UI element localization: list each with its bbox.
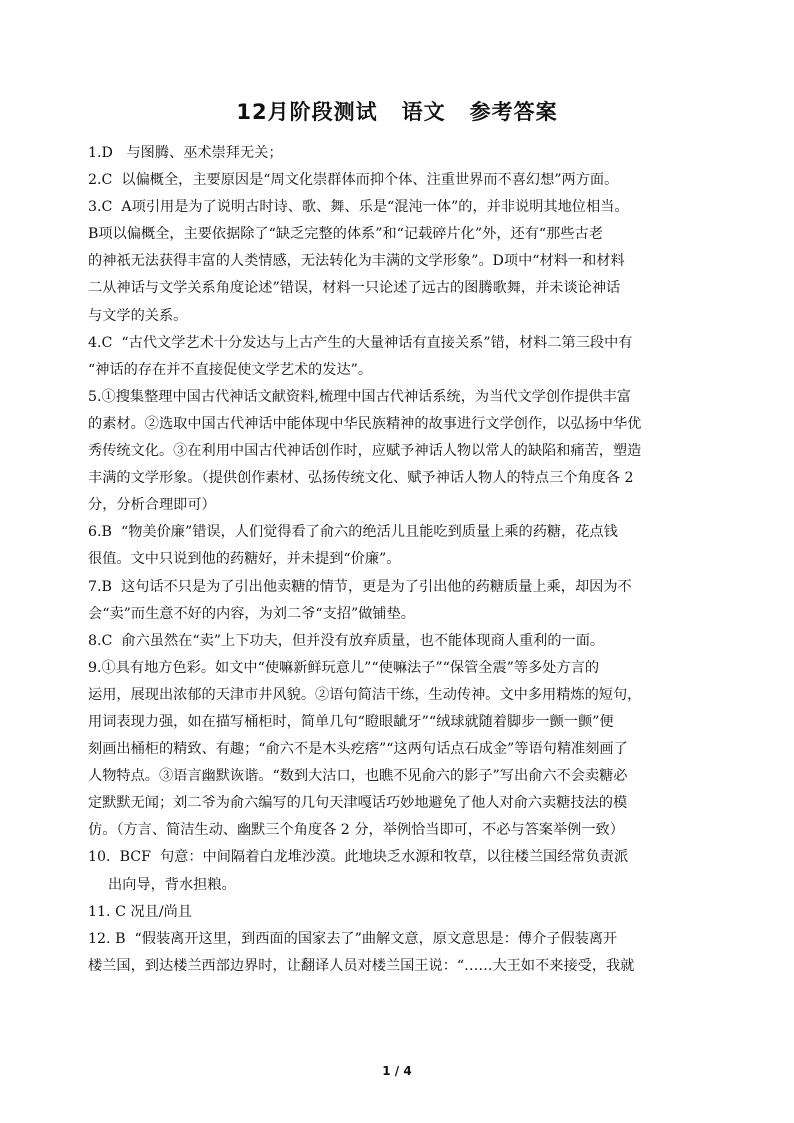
text-line: 12. B “假装离开这里，到西面的国家去了”曲解文意，原文意思是：傅介子假装离开 bbox=[88, 930, 618, 947]
text-line: 很值。文中只说到他的药糖好，并未提到“价廉”。 bbox=[88, 551, 401, 568]
text-line: 用词表现力强，如在描写桶柜时，简单几句“瞪眼龇牙”“绒球就随着脚步一颤一颤”便 bbox=[88, 713, 614, 730]
text-line: 3.C A项引用是为了说明古时诗、歌、舞、乐是“混沌一体”的，并非说明其地位相当。 bbox=[88, 199, 629, 216]
answer-content bbox=[88, 140, 710, 980]
text-line: 8.C 俞六虽然在“卖”上下功夫，但并没有放弃质量，也不能体现商人重利的一面。 bbox=[88, 632, 605, 649]
text-line: 9.①具有地方色彩。如文中“使嘛新鲜玩意儿”“使嘛法子”“保管全震”等多处方言的 bbox=[88, 659, 600, 676]
text-line: 5.①搜集整理中国古代神话文献资料,梳理中国古代神话系统，为当代文学创作提供丰富 bbox=[88, 388, 631, 405]
text-line: 1.D 与图腾、巫术崇拜无关； bbox=[88, 145, 283, 161]
title-part-2: 语文 bbox=[401, 100, 446, 124]
text-line: 人物特点。③语言幽默诙谐。“数到大沽口，也瞧不见俞六的影子”写出俞六不会卖糖必 bbox=[88, 768, 628, 785]
title-part-3: 参考答案 bbox=[469, 100, 558, 124]
text-line: 2.C 以偏概全，主要原因是“周文化崇群体而抑个体、注重世界而不喜幻想”两方面。 bbox=[88, 172, 619, 189]
text-line: 丰满的文学形象。（提供创作素材、弘扬传统文化、赋予神话人物人的特点三个角度各 2 bbox=[88, 470, 634, 487]
text-line: 6.B “物美价廉”错误，人们觉得看了俞六的绝活儿且能吃到质量上乘的药糖，花点钱 bbox=[88, 524, 618, 541]
page-title bbox=[0, 96, 794, 126]
text-line: 定默默无闻；刘二爷为俞六编写的几句天津嘎话巧妙地避免了他人对俞六卖糖技法的模 bbox=[88, 795, 628, 812]
text-line: 的神祇无法获得丰富的人类情感，无法转化为丰满的文学形象”。D项中“材料一和材料 bbox=[88, 253, 625, 270]
text-line: B项以偏概全，主要依据除了“缺乏完整的体系”和“记载碎片化”外，还有“那些古老 bbox=[88, 226, 603, 243]
text-line: 秀传统文化。③在利用中国古代神话创作时，应赋予神话人物以常人的缺陷和痛苦，塑造 bbox=[88, 443, 642, 460]
text-line: 7.B 这句话不只是为了引出他卖糖的情节，更是为了引出他的药糖质量上乘，却因为不 bbox=[88, 578, 632, 595]
text-line: “神话的存在并不直接促使文学艺术的发达”。 bbox=[88, 361, 373, 378]
text-line: 4.C “古代文学艺术十分发达与上古产生的大量神话有直接关系”错，材料二第三段中有 bbox=[88, 334, 633, 351]
text-line: 与文学的关系。 bbox=[88, 307, 188, 324]
text-line: 出向导，背水担粮。 bbox=[108, 876, 236, 893]
text-line: 会“卖”而生意不好的内容，为刘二爷“支招”做铺垫。 bbox=[88, 605, 415, 622]
text-line: 11. C 况且/尚且 bbox=[88, 903, 192, 920]
text-line: 楼兰国，到达楼兰西部边界时，让翻译人员对楼兰国王说：“……大王如不来接受，我就 bbox=[88, 957, 635, 974]
text-line: 10. BCF 句意：中间隔着白龙堆沙漠。此地块乏水源和牧草，以往楼兰国经常负责派 bbox=[88, 849, 629, 866]
text-line: 分，分析合理即可） bbox=[88, 497, 216, 514]
title-part-1: 12月阶段测试 bbox=[236, 100, 378, 124]
text-line: 的素材。②选取中国古代神话中能体现中华民族精神的故事进行文学创作，以弘扬中华优 bbox=[88, 415, 642, 432]
text-line: 二从神话与文学关系角度论述”错误，材料一只论述了远古的图腾歌舞，并未谈论神话 bbox=[88, 280, 621, 297]
text-line: 刻画出桶柜的精致、有趣；“俞六不是木头疙瘩”“这两句话点石成金”等语句精准刻画了 bbox=[88, 741, 628, 758]
text-line: 运用，展现出浓郁的天津市井风貌。②语句简洁干练，生动传神。文中多用精炼的短句， bbox=[88, 686, 642, 703]
page-number: 1 / 4 bbox=[382, 1064, 412, 1078]
text-line: 仿。（方言、简洁生动、幽默三个角度各 2 分，举例恰当即可，不必与答案举例一致） bbox=[88, 822, 624, 839]
